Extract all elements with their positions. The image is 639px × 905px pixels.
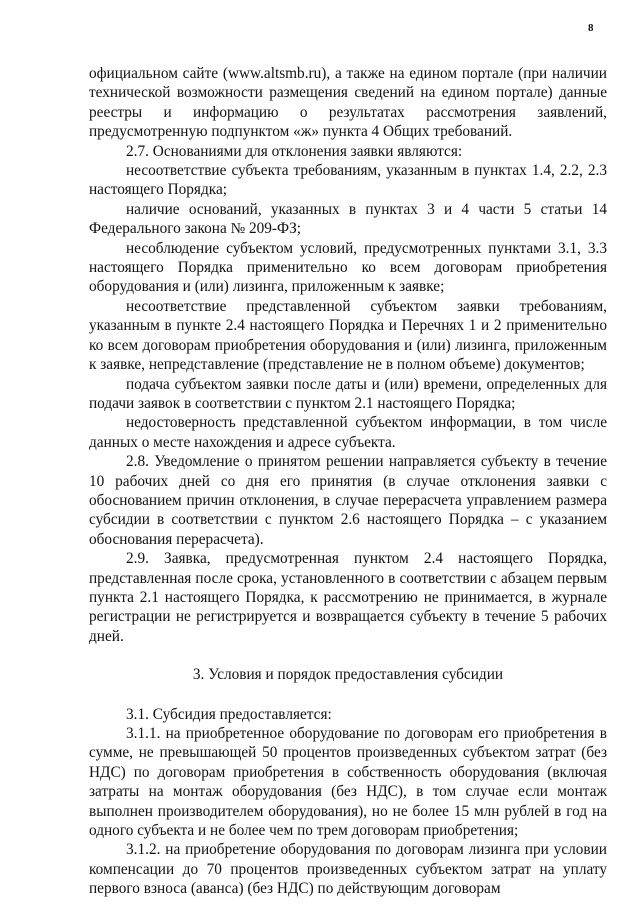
paragraph-portal-publication: официальном сайте (www.altsmb.ru), а также на едином портале (при наличии технической возможности размещения сведений на едином портале) данные реестры и информацию о результатах рассмотрения заявлений, предусмотренную подпунктом «ж» пункта 4 Общих требований. <box>89 65 607 141</box>
paragraph-2-9: 2.9. Заявка, предусмотренная пунктом 2.4 настоящего Порядка, представленная после срока, установленного в соответствии с абзацем первым пункта 2.1 настоящего Порядка, к рассмотрению не принимается, в журнале регистрации не регистрируется и возвращается субъекту в течение 5 рабочих дней. <box>89 550 607 645</box>
section-heading: 3. Условия и порядок предоставления субсидии <box>192 666 504 684</box>
paragraph-2-7-heading: 2.7. Основаниями для отклонения заявки являются: <box>126 142 463 160</box>
paragraph-3-1-2: 3.1.2. на приобретение оборудования по договорам лизинга при условии компенсации до 70 процентов произведенных субъектом затрат на уплату первого взноса (аванса) (без НДС) по действующим договорам <box>89 841 607 898</box>
paragraph-2-7-item-5: подача субъектом заявки после даты и (или) времени, определенных для подачи заявок в соответствии с пунктом 2.1 настоящего Порядка; <box>89 375 607 412</box>
paragraph-3-1-1: 3.1.1. на приобретенное оборудование по договорам его приобретения в сумме, не превышающей 50 процентов произведенных субъектом затрат (без НДС) по договорам приобретения в собственность оборудования (включая затраты на монтаж оборудования (без НДС), в том случае если монтаж выполнен производителем оборудования), но не более 15 млн рублей в год на одного субъекта и не более чем по трем договорам приобретения; <box>89 725 607 840</box>
paragraph-3-1: 3.1. Субсидия предоставляется: <box>126 705 332 723</box>
paragraph-2-7-item-6: недостоверность представленной субъектом информации, в том числе данных о месте нахождения и адресе субъекта. <box>89 414 607 451</box>
paragraph-2-7-item-4: несоответствие представленной субъектом заявки требованиям, указанным в пункте 2.4 настоящего Порядка и Перечнях 1 и 2 применительно ко всем договорам приобретения оборудования и (или) лизинга, приложенным к заявке, непредставление (представление не в полном объеме) документов; <box>89 297 607 374</box>
paragraph-2-7-item-2: наличие оснований, указанных в пунктах 3 и 4 части 5 статьи 14 Федерального закона № 209-ФЗ; <box>89 200 607 238</box>
paragraph-2-8: 2.8. Уведомление о принятом решении направляется субъекту в течение 10 рабочих дней со дня его принятия (в случае отклонения заявки с обоснованием причин отклонения, в случае перерасчета управлением размера субсидии в соответствии с пунктом 2.6 настоящего Порядка – с указанием обоснования перерасчета). <box>89 453 607 548</box>
page-number: 8 <box>588 22 594 34</box>
document-body <box>89 64 607 899</box>
paragraph-2-7-item-3: несоблюдение субъектом условий, предусмотренных пунктами 3.1, 3.3 настоящего Порядка применительно ко всем договорам приобретения оборудования и (или) лизинга, приложенным к заявке; <box>89 239 607 296</box>
paragraph-2-7-item-1: несоответствие субъекта требованиям, указанным в пунктах 1.4, 2.2, 2.3 настоящего Порядка; <box>89 162 607 199</box>
